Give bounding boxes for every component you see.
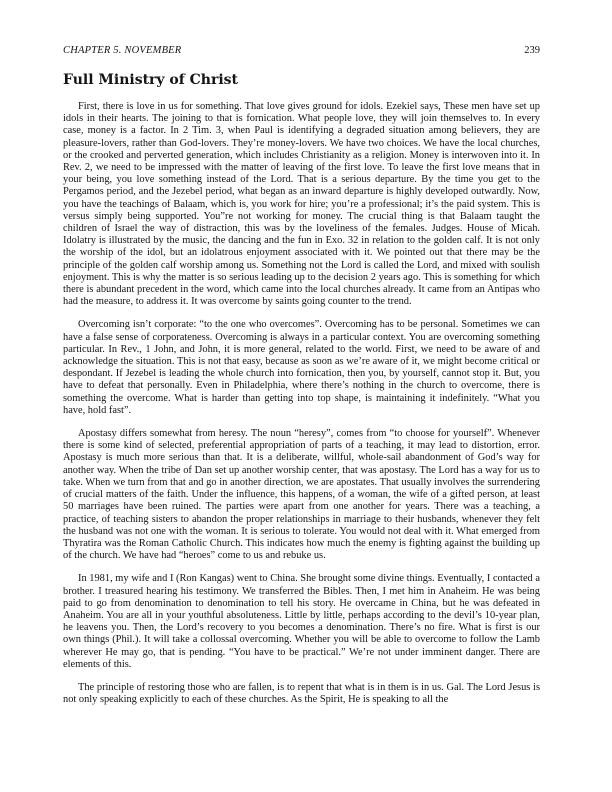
paragraph-5: The principle of restoring those who are fallen, is to repent that what is in them is in us. Gal. The Lord Jesus is not only speaking explicitly to each of these churches. As the Spirit, He is speaking to all the: [63, 681, 540, 706]
chapter-heading: CHAPTER 5. NOVEMBER: [63, 45, 182, 56]
text-block: [63, 45, 540, 706]
paragraph-1: First, there is love in us for something. That love gives ground for idols. Ezekiel says, These men have set up idols in their hearts. The joining to that is fornication. What people love, they will join themselves to. In every case, money is a factor. In 2 Tim. 3, when Paul is identifying a degraded situation among believers, they are pleasure-lovers, rather than God-lovers. They’re money-lovers. We have two choices. We have the local churches, or the crooked and perverted generation, which includes Christianity as a religion. Money is interwoven into it. In Rev. 2, we need to be impressed with the matter of leaving of the first love. To leave the first love means that in your being, you love something instead of the Lord. That is a serious departure. By the time you get to the Pergamos period, and the Jezebel period, what began as an inward departure is highly developed outwardly. Now, you have the teachings of Balaam, which is, you work for hire; you’re a professional; it’s the paid system. This is versus simply being supported. You”re not working for money. The crucial thing is that Balaam taught the children of Israel the way of distraction, this was by the loveliness of the females. Judges. House of Micah. Idolatry is illustrated by the music, the dancing and the fun in Exo. 32 in relation to the golden calf. It is not only the worship of the idol, but an idolatrous enjoyment associated with it. We pointed out that there may be the principle of the golden calf worship among us. Something not the Lord is called the Lord, and mixed with soulish enjoyment. This is why the matter is so serious leading up to the decision 2 years ago. This is something for which there is abundant precedent in the word, which came into the local churches already. It came from an Antipas who had the measure, to address it. It was overcome by saints going counter to the trend.: [63, 101, 540, 308]
paragraph-4: In 1981, my wife and I (Ron Kangas) went to China. She brought some divine things. Eventually, I contacted a brother. I treasured hearing his testimony. We transferred the Bibles. Then, I met him in Anaheim. He was being paid to go from denomination to denomination to tell his story. He overcame in China, but he was defeated in Anaheim. You are all in your youthful absoluteness. Little by little, perhaps according to the devil’s 10-year plan, he leavens you. Then, the Lord’s recovery to you becomes a denomination. There’s no fire. What is first is our own things (Phil.). It will take a collossal overcoming. Whether you will be able to overcome to follow the Lamb wherever He may go, that is pending. “You have to be practical.” We’re not under imminent danger. There are elements of this.: [63, 573, 540, 670]
page-title: Full Ministry of Christ: [63, 72, 239, 88]
body-text: [63, 101, 540, 706]
paragraph-2: Overcoming isn’t corporate: “to the one who overcomes”. Overcoming has to be personal. Sometimes we can have a false sense of corporateness. Overcoming is always in a particular context. You are overcoming something particular. In Rev., 1 John, and John, it is more general, related to the world. First, we need to be aware of and acknowledge the situation. This is not that easy, because as soon as we’re aware of it, we might become critical or despondant. If Jezebel is leading the whole church into fornication, then you, by yourself, cannot stop it. But, you have to defeat that personally. Even in Philadelphia, where there’s nothing in the church to overcome, there is something the overcome. What is harder than getting into top shape, is maintaining it indefinitely. “What you have, hold fast”.: [63, 319, 540, 416]
running-head: [63, 45, 540, 57]
paragraph-3: Apostasy differs somewhat from heresy. The noun “heresy”, comes from “to choose for yourself”. Whenever there is some kind of selected, preferential appropriation of parts of a teaching, it may lead to distortion, error. Apostasy is much more serious than that. It is a deliberate, willful, whole-sail abandonment of God’s way for another way. When the tribe of Dan set up another worship center, that was apostasy. The Lord has a way for us to take. When we turn from that and go in another direction, we are apostates. That usually involves the surrendering of crucial matters of the faith. Under the influence, this happens, of a woman, the wife of a gifted person, at least 50 marriages have been ruined. The parties were apart from one another for years. There was a teaching, a practice, of teaching sisters to abandon the proper relationships in marriage to their husbands, whenever they felt the husband was not one with the woman. It is serious to tolerate. You would not deal with it. What emerged from Thyratira was the Roman Catholic Church. This indicates how much the enemy is fighting against the building up of the church. We have had “heroes” come to us and rebuke us.: [63, 428, 540, 562]
page-number: 239: [524, 45, 540, 56]
